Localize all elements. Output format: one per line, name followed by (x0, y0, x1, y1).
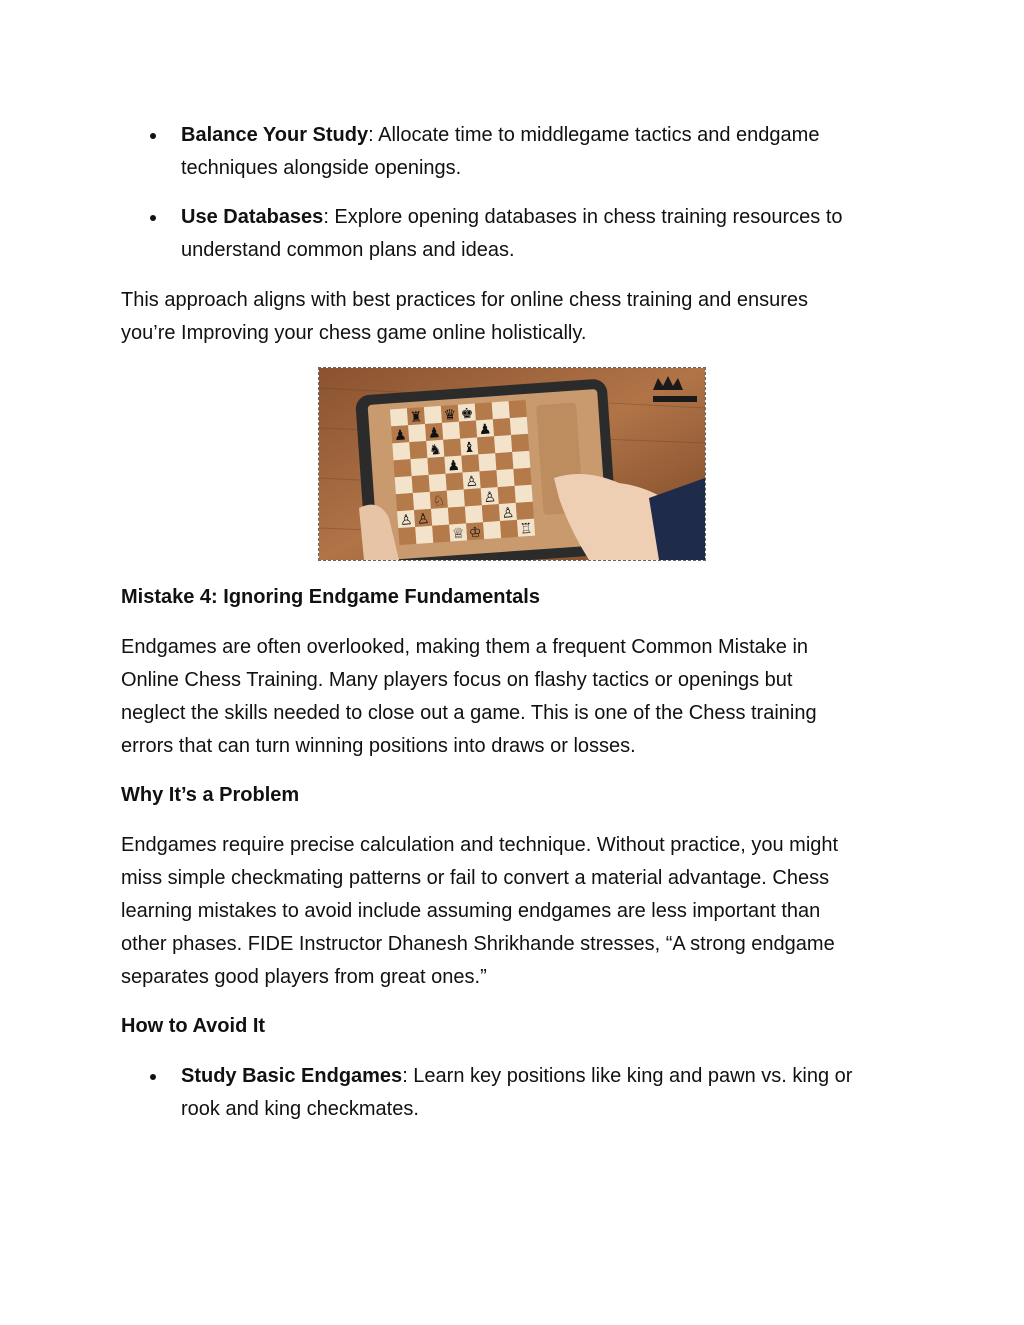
board-square (448, 506, 466, 524)
chess-piece: ♔ (468, 524, 483, 542)
board-square (477, 436, 495, 454)
board-square (392, 442, 410, 460)
board-square (479, 470, 497, 488)
chess-piece: ♞ (428, 441, 443, 459)
board-square (475, 402, 493, 420)
paragraph-line: neglect the skills needed to close out a game. This is one of the Chess training (121, 702, 817, 724)
bullet-marker (150, 1074, 156, 1080)
chess-piece: ♕ (451, 525, 466, 543)
bullet-text: : Explore opening databases in chess training resources to (323, 206, 843, 228)
board-square (494, 435, 512, 453)
board-square (498, 486, 516, 504)
board-square (465, 505, 483, 523)
paragraph-line: miss simple checkmating patterns or fail to convert a material advantage. Chess (121, 867, 830, 889)
chess-piece: ♙ (399, 512, 414, 529)
chess-piece: ♟ (393, 427, 408, 445)
bullet-bold-term: Balance Your Study (181, 124, 369, 146)
heading-text: Mistake 4: Ignoring Endgame Fundamentals (121, 586, 540, 608)
chess-piece: ♙ (416, 510, 431, 528)
paragraph-line: Endgames require precise calculation and technique. Without practice, you might (121, 834, 839, 856)
board-square (395, 476, 413, 494)
chess-piece: ♙ (464, 473, 479, 491)
board-square (390, 408, 408, 426)
board-square (483, 521, 501, 539)
board-square (512, 451, 530, 469)
board-square (442, 422, 460, 440)
board-square (394, 459, 412, 477)
paragraph-line: errors that can turn winning positions into draws or losses. (121, 735, 636, 757)
bullet-item-line2: rook and king checkmates. (181, 1098, 419, 1120)
board-square (446, 473, 464, 491)
heading-text: Why It’s a Problem (121, 784, 300, 806)
chess-piece: ♝ (462, 439, 477, 457)
bullet-item-line2: techniques alongside openings. (181, 157, 462, 179)
chess-tablet-image (318, 367, 706, 561)
bullet-item-line1 (181, 119, 819, 152)
board-square (515, 485, 533, 503)
board-square (432, 525, 450, 543)
paragraph-line: Online Chess Training. Many players focus on flashy tactics or openings but (121, 669, 793, 691)
chess-piece: ♟ (427, 424, 442, 442)
bullet-marker (150, 133, 156, 139)
board-square (429, 474, 447, 492)
board-square (516, 502, 534, 520)
paragraph-line: This approach aligns with best practices for online chess training and ensures (121, 289, 809, 311)
bullet-item-line1 (181, 201, 843, 234)
board-square (500, 520, 518, 538)
board-square (427, 457, 445, 475)
section-heading (121, 1010, 265, 1043)
board-square (496, 469, 514, 487)
chess-piece: ♙ (501, 505, 515, 522)
board-square (408, 424, 426, 442)
chess-piece: ♟ (446, 457, 461, 475)
board-square (410, 458, 428, 476)
paragraph-line: you’re Improving your chess game online holistically. (121, 322, 587, 344)
board-square (412, 475, 430, 493)
board-square (495, 452, 513, 470)
board-square (415, 526, 433, 544)
board-square (398, 527, 416, 545)
bullet-bold-term: Study Basic Endgames (181, 1065, 403, 1087)
board-square (513, 468, 531, 486)
board-square (447, 489, 465, 507)
board-square (396, 493, 414, 511)
chess-piece: ♘ (432, 492, 446, 510)
board-square (493, 418, 511, 436)
chess-piece: ♚ (460, 405, 474, 423)
bullet-item-line1 (181, 1060, 852, 1093)
board-square (478, 453, 496, 471)
section-heading (121, 779, 299, 812)
board-square (492, 401, 510, 419)
heading-text: How to Avoid It (121, 1015, 266, 1037)
board-square (510, 417, 528, 435)
board-square (431, 508, 449, 526)
board-square (424, 406, 442, 424)
board-square (409, 441, 427, 459)
board-square (482, 504, 500, 522)
chess-piece: ♙ (483, 489, 497, 507)
board-square (511, 434, 529, 452)
paragraph-line: separates good players from great ones.” (121, 966, 487, 988)
section-heading (121, 581, 540, 614)
chess-piece: ♛ (443, 406, 457, 424)
chess-piece: ♟ (478, 421, 492, 439)
bullet-item-line2: understand common plans and ideas. (181, 239, 515, 261)
paragraph-line: other phases. FIDE Instructor Dhanesh Shrikhande stresses, “A strong endgame (121, 933, 835, 955)
chess-piece: ♖ (519, 520, 533, 538)
board-square (461, 454, 479, 472)
chess-tablet-illustration (319, 368, 705, 560)
board-square (509, 400, 527, 418)
paragraph-line: Endgames are often overlooked, making them a frequent Common Mistake in (121, 636, 809, 658)
board-square (443, 439, 461, 457)
bullet-text: : Allocate time to middlegame tactics and endgame (368, 124, 820, 146)
bullet-text: : Learn key positions like king and pawn vs. king or (402, 1065, 853, 1087)
bullet-bold-term: Use Databases (181, 206, 324, 228)
board-square (459, 420, 477, 438)
board-square (464, 488, 482, 506)
chess-piece: ♜ (409, 409, 423, 427)
paragraph-line: learning mistakes to avoid include assuming endgames are less important than (121, 900, 821, 922)
board-square (413, 492, 431, 510)
bullet-marker (150, 215, 156, 221)
